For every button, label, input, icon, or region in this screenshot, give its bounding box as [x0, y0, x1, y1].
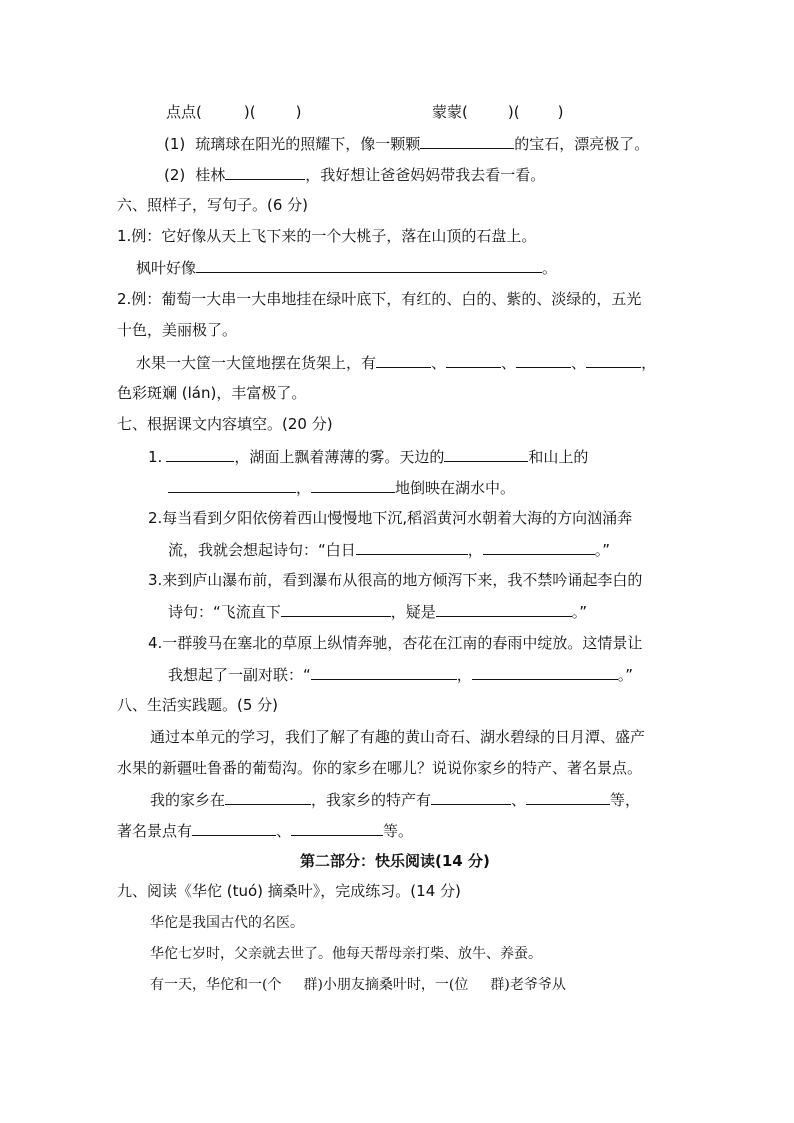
question-number: (1): [164, 135, 186, 153]
question-text: 流，我就会想起诗句：“白日: [168, 541, 356, 559]
s8-fill-line2: [117, 820, 413, 841]
answer-blank[interactable]: [225, 789, 311, 805]
answer-blank[interactable]: [168, 477, 296, 493]
answer-blank[interactable]: [431, 789, 511, 805]
s8-fill-line1: [150, 789, 640, 810]
separator: ，: [456, 666, 472, 684]
s6-exercise-1: [136, 257, 557, 278]
s6-example-2-line1: 2.例：葡萄一大串一大串地挂在绿叶底下，有红的、白的、紫的、淡绿的，五光: [117, 290, 642, 308]
separator: 、: [511, 791, 527, 809]
question-text: 。”: [594, 541, 611, 559]
question-text: 等，: [610, 791, 641, 809]
answer-blank[interactable]: [446, 352, 501, 368]
s8-paragraph-line1: 通过本单元的学习，我们了解了有趣的黄山奇石、湖水碧绿的日月潭、盛产: [150, 728, 646, 746]
answer-blank[interactable]: [291, 820, 383, 836]
paren-close: ): [557, 103, 564, 121]
answer-blank[interactable]: [420, 133, 514, 149]
s7-question-2-line1: 2.每当看到夕阳依傍着西山慢慢地下沉,稻滔黄河水朝着大海的方向汹涌奔: [148, 509, 633, 527]
s5-question-2: [164, 164, 545, 185]
separator: 、: [276, 822, 292, 840]
separator: 、: [571, 354, 587, 372]
question-text: 我想起了一副对联：“: [168, 666, 311, 684]
separator: 、: [431, 354, 447, 372]
word-pair-row: [166, 102, 301, 122]
part-2-title: 第二部分：快乐阅读(14 分): [300, 852, 490, 870]
question-text: 桂林: [195, 166, 226, 184]
answer-blank[interactable]: [311, 477, 395, 493]
question-text: 。”: [617, 666, 634, 684]
s5-question-1: [164, 133, 649, 154]
answer-blank[interactable]: [526, 789, 610, 805]
separator: ，: [641, 354, 657, 372]
word-pair-row-right: [432, 102, 563, 122]
question-text: 水果一大筐一大筐地摆在货架上，有: [136, 354, 377, 372]
answer-blank[interactable]: [192, 820, 276, 836]
section-7-heading: 七、根据课文内容填空。(20 分): [117, 415, 333, 433]
s7-question-3-line2: [168, 601, 587, 622]
answer-blank[interactable]: [376, 352, 431, 368]
reading-paragraph-3: [150, 975, 566, 995]
answer-blank[interactable]: [311, 664, 457, 680]
s7-question-4-line1: 4.一群骏马在塞北的草原上纵情奔驰，杏花在江南的春雨中绽放。这情景让: [148, 634, 643, 652]
reading-paragraph-2: 华佗七岁时，父亲就去世了。他每天帮母亲打柴、放牛、养蚕。: [150, 946, 542, 962]
answer-blank[interactable]: [483, 539, 595, 555]
s6-exercise-2-line2: 色彩斑斓 (lán)，丰富极了。: [117, 384, 307, 402]
reading-text: 有一天，华佗和一(个: [150, 977, 282, 993]
section-8-heading: 八、生活实践题。(5 分): [117, 696, 279, 714]
s7-question-1: [148, 446, 588, 467]
s7-question-2-line2: [168, 539, 610, 560]
question-number: (2): [164, 166, 186, 184]
question-text: 和山上的: [528, 448, 589, 466]
s6-example-2-line2: 十色，美丽极了。: [117, 321, 238, 339]
question-text: 。”: [571, 603, 588, 621]
answer-blank[interactable]: [356, 539, 468, 555]
question-text: 我的家乡在: [150, 791, 226, 809]
question-text: 著名景点有: [117, 822, 193, 840]
s7-question-3-line1: 3.来到庐山瀑布前，看到瀑布从很高的地方倾泻下来，我不禁吟诵起李白的: [148, 571, 643, 589]
question-text: ，疑是: [390, 603, 436, 621]
answer-blank[interactable]: [166, 446, 234, 462]
question-text: 地倒映在湖水中。: [395, 479, 516, 497]
answer-blank[interactable]: [436, 601, 572, 617]
question-text: 琉璃球在阳光的照耀下，像一颗颗: [195, 135, 421, 153]
reading-text: 群)小朋友摘桑叶时，一(位: [303, 977, 469, 993]
answer-blank[interactable]: [516, 352, 571, 368]
question-number: 1.: [148, 448, 163, 466]
s6-exercise-2: [136, 352, 656, 373]
s7-question-1-line2: [168, 477, 515, 498]
paren-separator: )(: [243, 103, 256, 121]
separator: ，: [467, 541, 483, 559]
paren-separator: )(: [507, 103, 520, 121]
question-text: 诗句：“飞流直下: [168, 603, 281, 621]
paren-close: ): [295, 103, 302, 121]
question-text: 等。: [383, 822, 414, 840]
question-text: 。: [542, 259, 558, 277]
answer-blank[interactable]: [444, 446, 528, 462]
answer-blank[interactable]: [472, 664, 618, 680]
separator: 、: [501, 354, 517, 372]
s8-paragraph-line2: 水果的新疆吐鲁番的葡萄沟。你的家乡在哪儿？说说你家乡的特产、著名景点。: [117, 759, 643, 777]
answer-blank[interactable]: [225, 164, 305, 180]
separator: ，: [296, 479, 312, 497]
reading-text: 群)老爷爷从: [490, 977, 566, 993]
s7-question-4-line2: [168, 664, 633, 685]
section-9-heading: 九、阅读《华佗 (tuó) 摘桑叶》，完成练习。(14 分): [117, 882, 461, 900]
word-diandian: 点点(: [166, 103, 202, 121]
question-text: ，我家乡的特产有: [311, 791, 432, 809]
question-text: 枫叶好像: [136, 259, 197, 277]
answer-blank[interactable]: [196, 257, 542, 273]
reading-paragraph-1: 华佗是我国古代的名医。: [150, 915, 304, 931]
question-text: ，湖面上飘着薄薄的雾。天边的: [234, 448, 445, 466]
answer-blank[interactable]: [281, 601, 391, 617]
question-text: 的宝石，漂亮极了。: [514, 135, 650, 153]
answer-blank[interactable]: [586, 352, 641, 368]
s6-example-1: 1.例：它好像从天上飞下来的一个大桃子，落在山顶的石盘上。: [117, 227, 537, 245]
question-text: ，我好想让爸爸妈妈带我去看一看。: [305, 166, 546, 184]
section-6-heading: 六、照样子，写句子。(6 分): [117, 196, 309, 214]
word-mengmeng: 蒙蒙(: [432, 103, 468, 121]
